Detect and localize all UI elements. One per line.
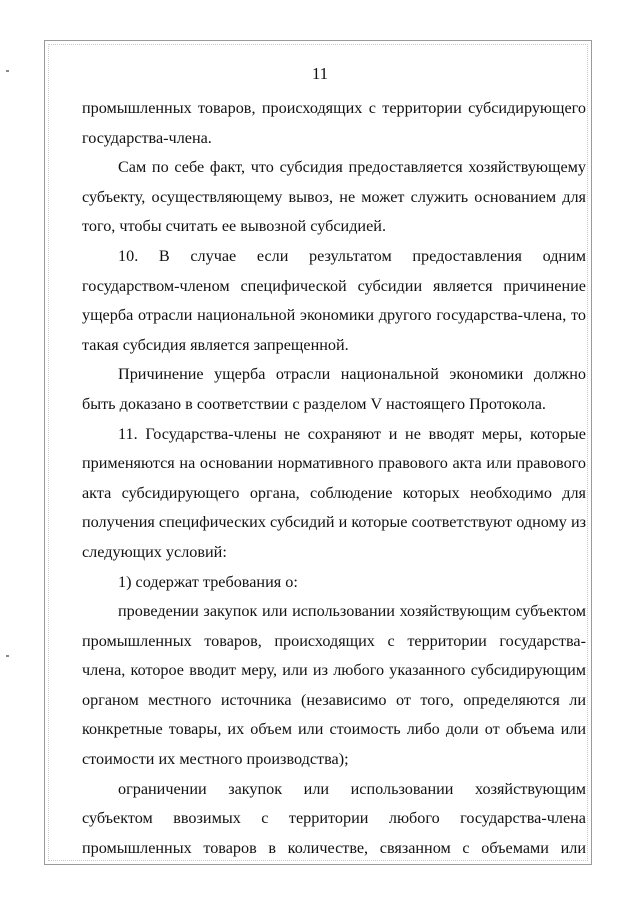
paragraph-continued: ограничении закупок или использовании хозяйствующим субъектом ввозимых с территории любого государства-члена промышленных товаров в количестве, связанном с объемами или: [82, 779, 586, 857]
scan-mark: [6, 655, 9, 657]
subitem-1: 1) содержат требования о:: [118, 572, 298, 591]
document-body: [82, 94, 586, 863]
paragraph-item-10: 10. В случае если результатом предоставления одним государством-членом специфической субсидии является причинение ущерба отрасли национальной экономики другого государства-члена, то такая субсидия является запрещенной.: [82, 246, 586, 354]
paragraph: Сам по себе факт, что субсидия предоставляется хозяйствующему субъекту, осуществляющему вывоз, не может служить основанием для того, чтобы считать ее вывозной субсидией.: [82, 158, 586, 236]
paragraph-continuation: промышленных товаров, происходящих с территории субсидирующего государства-члена.: [82, 99, 586, 147]
page-number: 11: [311, 64, 329, 83]
paragraph: Причинение ущерба отрасли национальной экономики должно быть доказано в соответствии с разделом V настоящего Протокола.: [82, 365, 586, 413]
paragraph: проведении закупок или использовании хозяйствующим субъектом промышленных товаров, происходящих с территории государства-члена, которое вводит меру, или из любого указанного субсидирующим органом местного источника (независимо от того, определяются ли конкретные товары, их объем или стоимость либо доли от объема или стоимости их местного производства);: [82, 602, 586, 769]
paragraph-item-11: 11. Государства-члены не сохраняют и не вводят меры, которые применяются на основании нормативного правового акта или правового акта субсидирующего органа, соблюдение которых необходимо для получения специфических субсидий и которые соответствуют одному из следующих условий:: [82, 424, 586, 561]
